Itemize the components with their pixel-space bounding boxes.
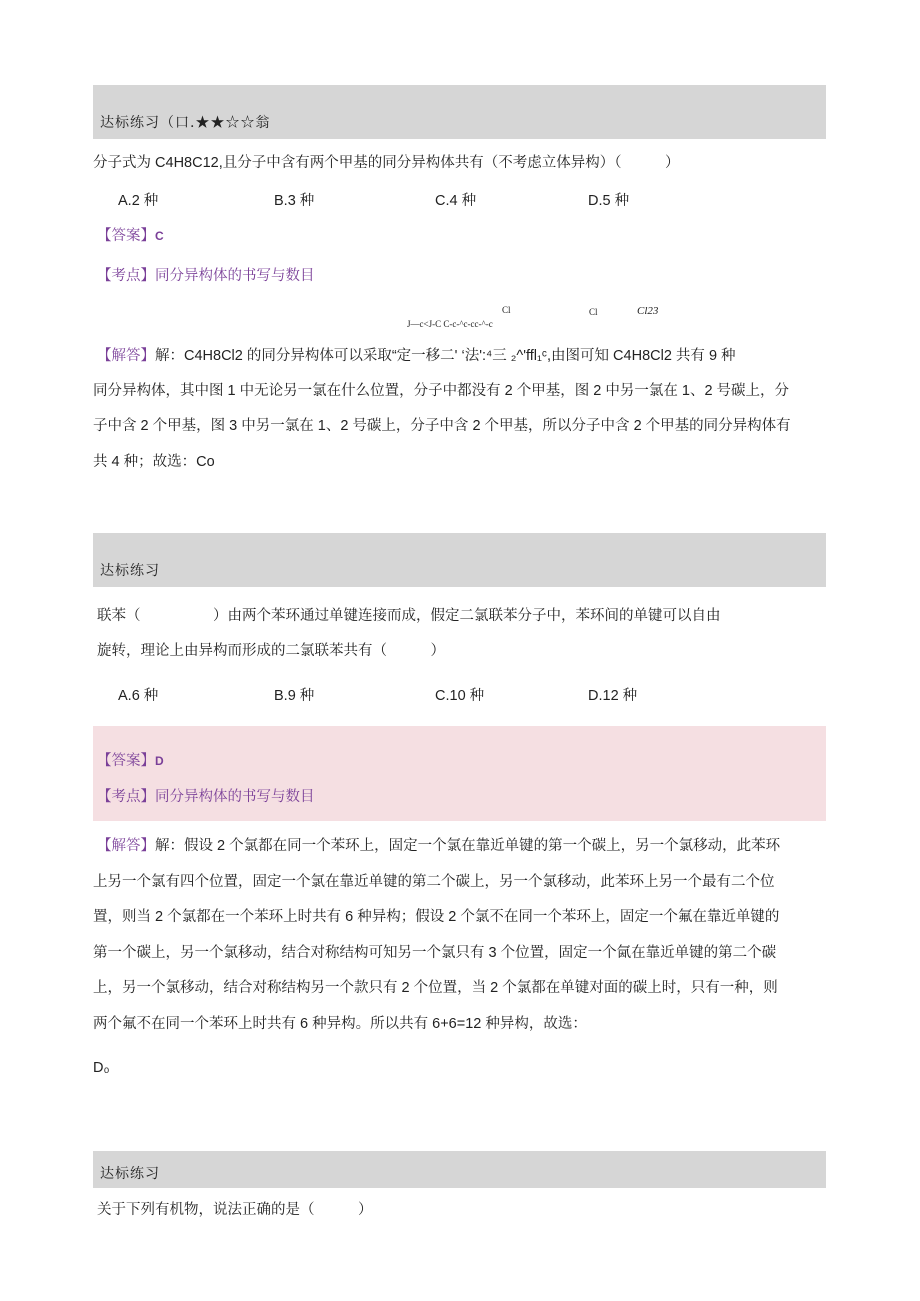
point-label: 【考点】 xyxy=(97,268,155,284)
section-header-band xyxy=(93,533,826,587)
formula-chain: J—c<J-C C-c-^c-cc-^-c xyxy=(407,319,493,329)
question-line-1: 联苯（ ）由两个苯环通过单键连接而成，假定二氯联苯分子中，苯环间的单键可以自由 xyxy=(97,608,721,624)
section-title: 达标练习（口.★★☆☆翁 xyxy=(100,115,271,131)
answer-line xyxy=(97,226,164,246)
option-c: C.4 种 xyxy=(435,193,477,209)
option-d: D.12 种 xyxy=(588,688,638,704)
point-value: 同分异构体的书写与数目 xyxy=(155,789,315,805)
option-b: B.3 种 xyxy=(274,193,315,209)
solution-line-4: 共 4 种；故选：Co xyxy=(93,454,215,470)
answer-value: D xyxy=(155,754,164,768)
answer-value: C xyxy=(155,229,164,243)
question-text: 关于下列有机物，说法正确的是（ ） xyxy=(97,1202,373,1218)
section-title: 达标练习 xyxy=(100,563,160,579)
solution-line-1 xyxy=(97,836,780,856)
point-value: 同分异构体的书写与数目 xyxy=(155,268,315,284)
option-d: D.5 种 xyxy=(588,193,630,209)
formula-cl-1: Cl xyxy=(502,305,511,315)
option-a: A.2 种 xyxy=(118,193,159,209)
solution-final: D₀ xyxy=(93,1060,110,1076)
section-title: 达标练习 xyxy=(100,1166,160,1182)
formula-cl-2: Cl xyxy=(589,307,598,317)
option-b: B.9 种 xyxy=(274,688,315,704)
point-label: 【考点】 xyxy=(97,789,155,805)
solution-label: 【解答】 xyxy=(97,838,155,854)
solution-text: 解：假设 2 个氯都在同一个苯环上，固定一个氯在靠近单键的第一个碳上，另一个氯移动，此苯环 xyxy=(155,838,781,854)
solution-line-3: 置，则当 2 个氯都在一个苯环上时共有 6 种异构；假设 2 个氯不在同一个苯环上，固定一个氟在靠近单键的 xyxy=(93,909,780,925)
solution-line-5: 上，另一个氯移动，结合对称结构另一个款只有 2 个位置，当 2 个氯都在单键对面的碳上时，只有一种，则 xyxy=(93,980,778,996)
solution-line-6: 两个氟不在同一个苯环上时共有 6 种异构。所以共有 6+6=12 种异构，故选： xyxy=(93,1016,587,1032)
option-a: A.6 种 xyxy=(118,688,159,704)
solution-line-2: 同分异构体，其中图 1 中无论另一氯在什么位置，分子中都没有 2 个甲基，图 2 中另一氯在 1、2 号碳上，分 xyxy=(93,383,790,399)
point-line xyxy=(97,266,315,286)
solution-line-4: 第一个碳上，另一个氯移动，结合对称结构可知另一个氯只有 3 个位置，固定一个氤在靠近单键的第二个碳 xyxy=(93,945,777,961)
answer-label: 【答案】 xyxy=(97,753,155,769)
point-line xyxy=(97,787,315,807)
option-c: C.10 种 xyxy=(435,688,485,704)
question-text: 分子式为 C4H8C12,且分子中含有两个甲基的同分异构体共有（不考虑立体异构）（ ） xyxy=(93,155,680,171)
solution-line-3: 子中含 2 个甲基，图 3 中另一氯在 1、2 号碳上，分子中含 2 个甲基，所以分子中含 2 个甲基的同分异构体有 xyxy=(93,418,791,434)
answer-line xyxy=(97,751,164,771)
section-header-band xyxy=(93,1151,826,1188)
question-line-2: 旋转，理论上由异构而形成的二氯联苯共有（ ） xyxy=(97,643,445,659)
section-header-band xyxy=(93,85,826,139)
answer-label: 【答案】 xyxy=(97,228,155,244)
solution-line-2: 上另一个氯有四个位置，固定一个氯在靠近单键的第二个碳上，另一个氯移动，此苯环上另一个最有二个位 xyxy=(93,874,775,890)
solution-line-1 xyxy=(97,346,736,366)
solution-text: 解：C4H8Cl2 的同分异构体可以采取“定一移二' ‘法':⁴三 ₂^'ffl₁ᶜ,由图可知 C4H8Cl2 共有 9 种 xyxy=(155,348,736,364)
solution-label: 【解答】 xyxy=(97,348,155,364)
formula-cl-3: Cl23 xyxy=(637,305,659,317)
